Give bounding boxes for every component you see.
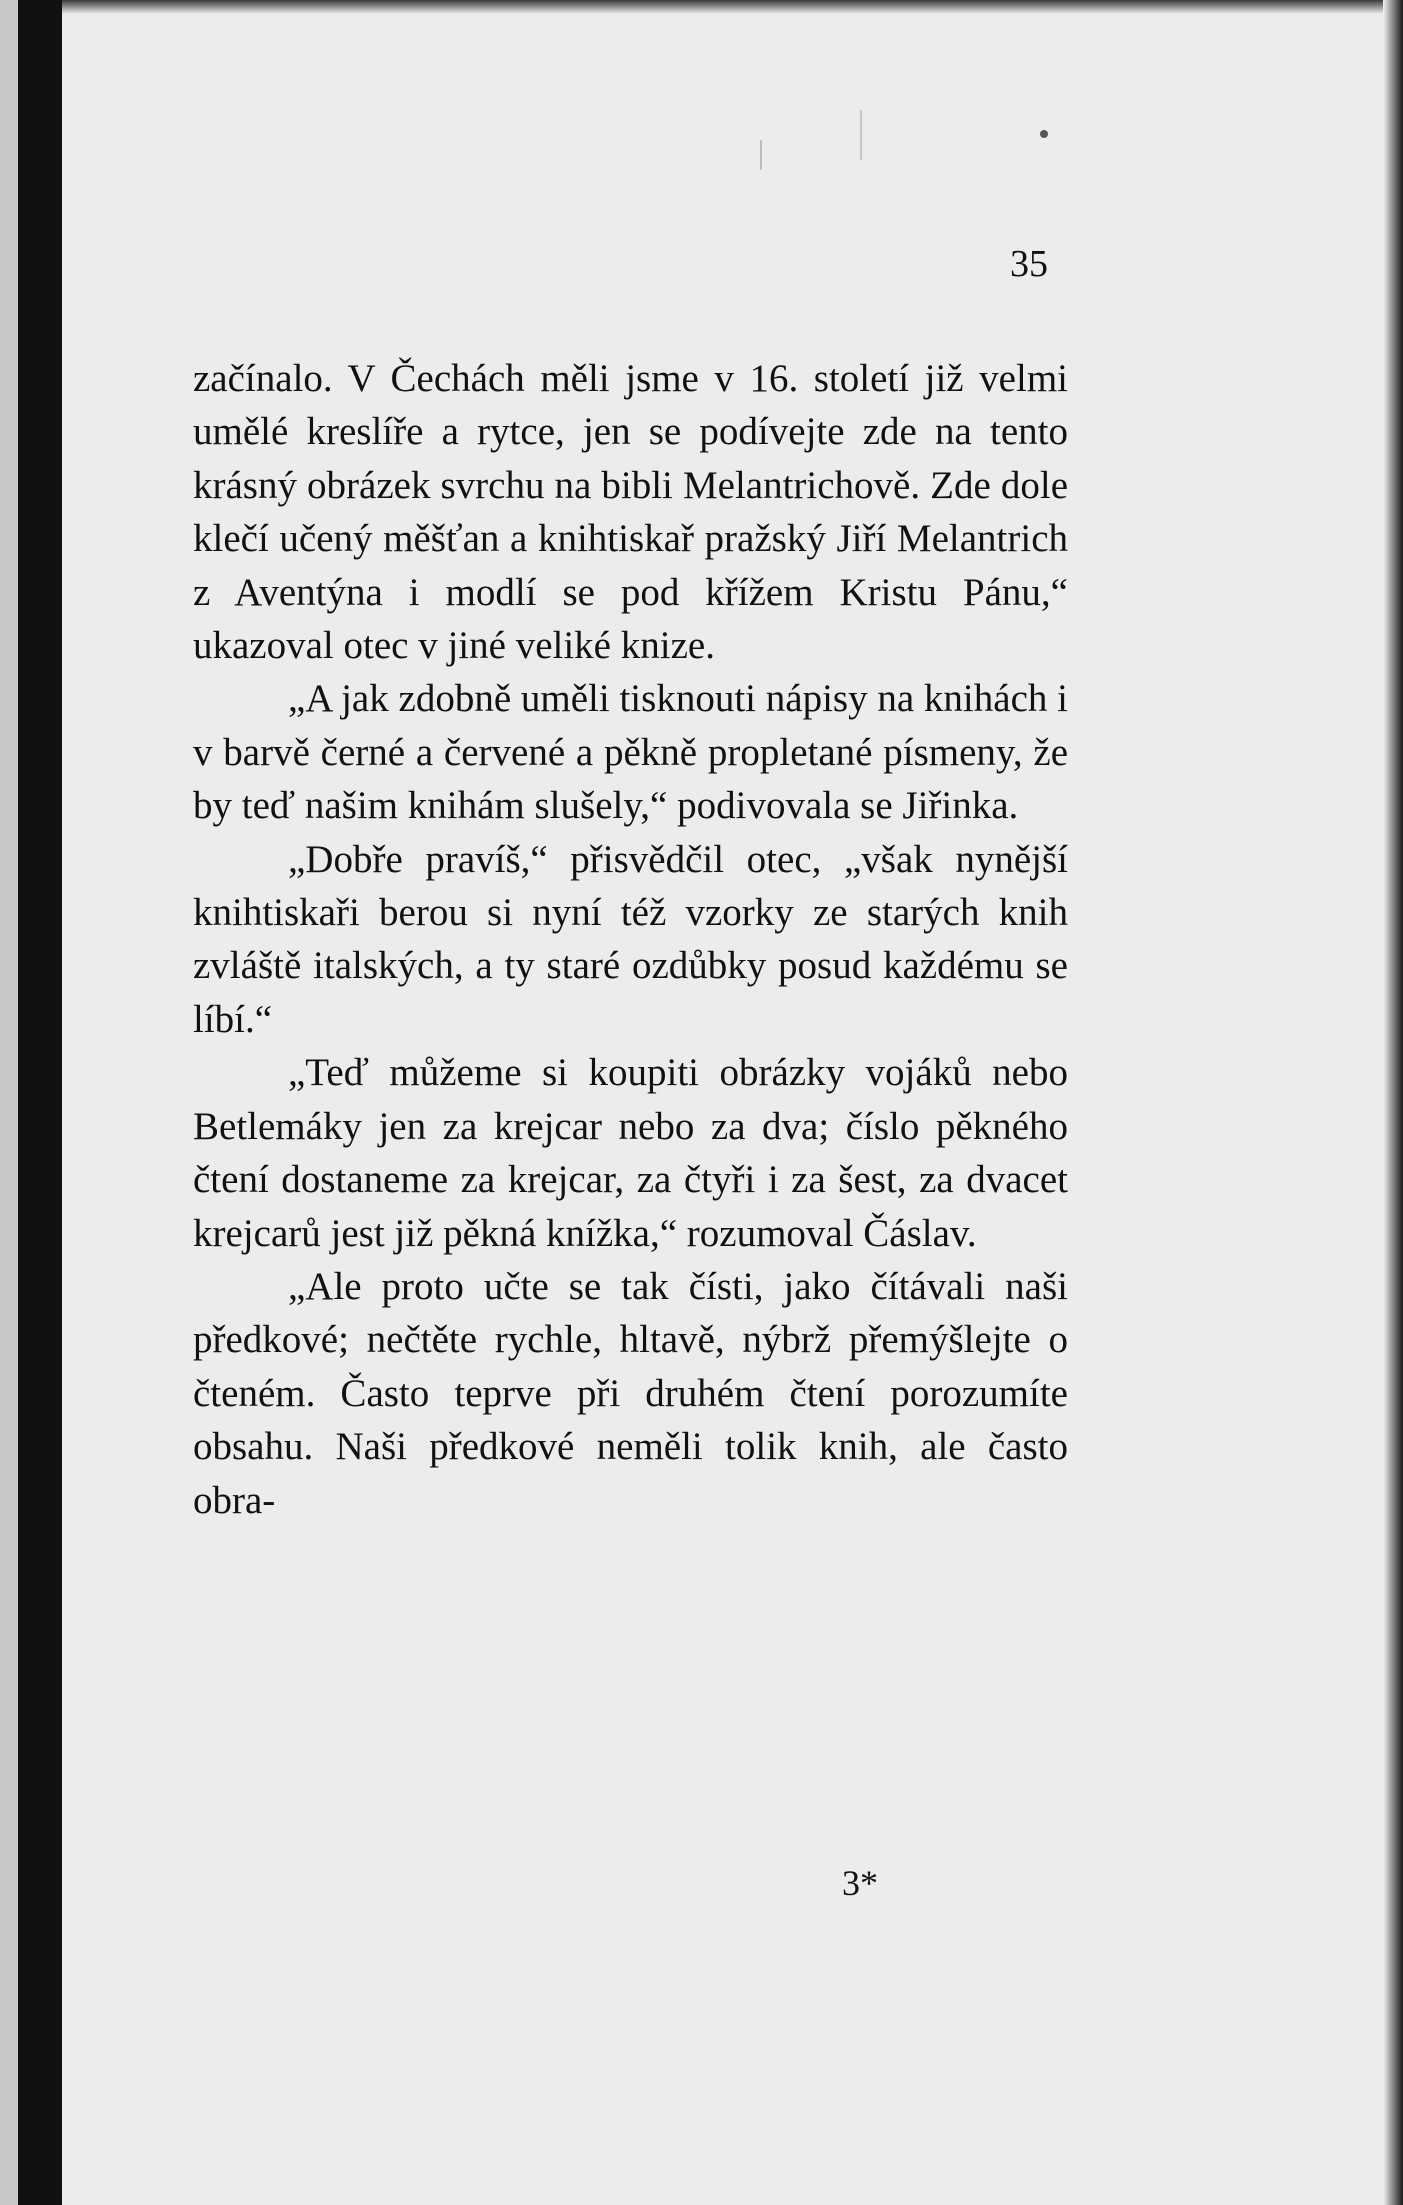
paragraph: „Teď můžeme si koupiti obrázky vojáků nebo Betlemáky jen za krejcar nebo za dva; číslo pěkného čtení dostaneme za krejcar, za čtyři i za šest, za dvacet krejcarů jest již pěkná knížka,“ rozumoval Čáslav. [193,1051,1068,1255]
printer-signature-mark: 3* [842,1863,878,1903]
ink-speck [1040,130,1048,138]
paper-mark [860,110,862,160]
page-number: 35 [1010,243,1048,285]
paragraph-continued: začínalo. V Čechách měli jsme v 16. století již velmi umělé kreslíře a rytce, jen se podívejte zde na tento krásný obrázek svrchu na bibli Melantrichově. Zde dole klečí učený měšťan a knihtiskař pražský Jiří Melantrich z Aventýna i modlí se pod křížem Kristu Pánu,“ ukazoval otec v jiné veliké knize. [193,357,1068,668]
page-edge [0,0,18,2205]
paragraph: „Ale proto učte se tak čísti, jako čítávali naši předkové; nečtěte rychle, hltavě, nýbrž přemýšlejte o čteném. Často teprve při druhém čtení porozumíte obsahu. Naši předkové neměli tolik knih, ale často obra- [193,1264,1068,1522]
body-text [193,352,1068,1527]
paper-mark [760,140,762,170]
paragraph: „A jak zdobně uměli tisknouti nápisy na knihách i v barvě černé a červené a pěkně propletané písmeny, že by teď našim knihám slušely,“ podivovala se Jiřinka. [193,677,1068,828]
top-edge-shadow [62,0,1403,14]
book-binding-shadow [18,0,62,2205]
paragraph: „Dobře pravíš,“ přisvědčil otec, „však nynější knihtiskaři berou si nyní též vzorky ze starých knih zvláště italských, a ty staré ozdůbky posud každému se líbí.“ [193,837,1068,1041]
right-edge-shadow [1383,0,1403,2205]
